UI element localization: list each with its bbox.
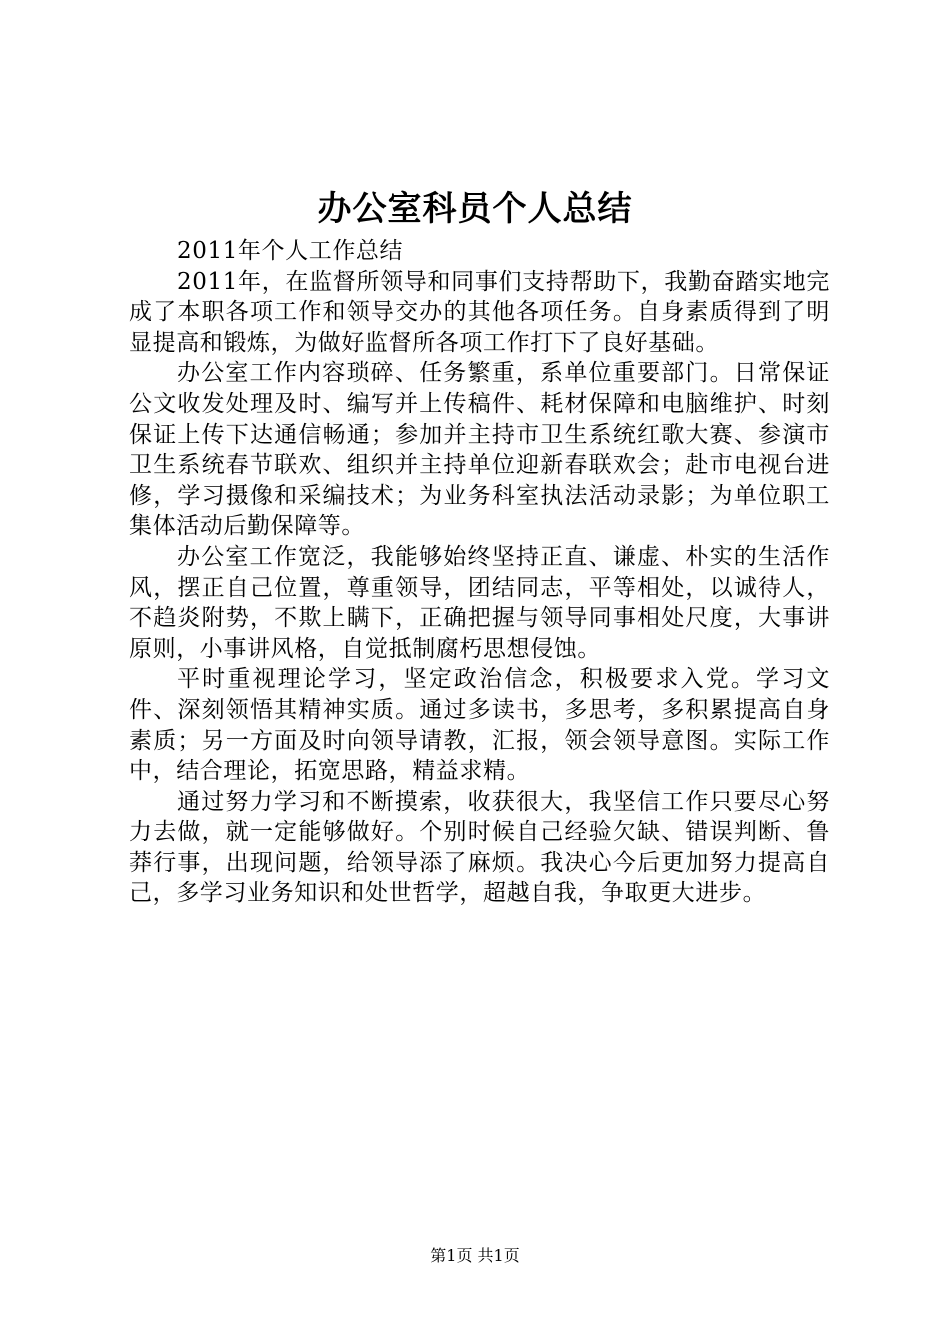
paragraph-subtitle: 2011年个人工作总结 bbox=[177, 238, 404, 264]
document-body bbox=[129, 236, 830, 909]
paragraph-duties: 办公室工作内容琐碎、任务繁重，系单位重要部门。日常保证公文收发处理及时、编写并上传稿件、耗材保障和电脑维护、时刻保证上传下达通信畅通；参加并主持市卫生系统红歌大赛、参演市卫生系统春节联欢、组织并主持单位迎新春联欢会；赴市电视台进修，学习摄像和采编技术；为业务科室执法活动录影；为单位职工集体活动后勤保障等。 bbox=[129, 360, 830, 540]
page-title: 办公室科员个人总结 bbox=[317, 189, 633, 229]
paragraph-conduct: 办公室工作宽泛，我能够始终坚持正直、谦虚、朴实的生活作风，摆正自己位置，尊重领导，团结同志，平等相处，以诚待人，不趋炎附势，不欺上瞒下，正确把握与领导同事相处尺度，大事讲原则，小事讲风格，自觉抵制腐朽思想侵蚀。 bbox=[129, 543, 830, 662]
paragraph-study: 平时重视理论学习，坚定政治信念，积极要求入党。学习文件、深刻领悟其精神实质。通过多读书，多思考，多积累提高自身素质；另一方面及时向领导请教，汇报，领会领导意图。实际工作中，结合理论，拓宽思路，精益求精。 bbox=[129, 666, 830, 785]
paragraph-conclusion: 通过努力学习和不断摸索，收获很大，我坚信工作只要尽心努力去做，就一定能够做好。个别时候自己经验欠缺、错误判断、鲁莽行事，出现问题，给领导添了麻烦。我决心今后更加努力提高自己，多学习业务知识和处世哲学，超越自我，争取更大进步。 bbox=[129, 788, 830, 907]
page-footer: 第1页 共1页 bbox=[430, 1246, 520, 1265]
paragraph-intro: 2011年，在监督所领导和同事们支持帮助下，我勤奋踏实地完成了本职各项工作和领导交办的其他各项任务。自身素质得到了明显提高和锻炼，为做好监督所各项工作打下了良好基础。 bbox=[129, 268, 830, 356]
